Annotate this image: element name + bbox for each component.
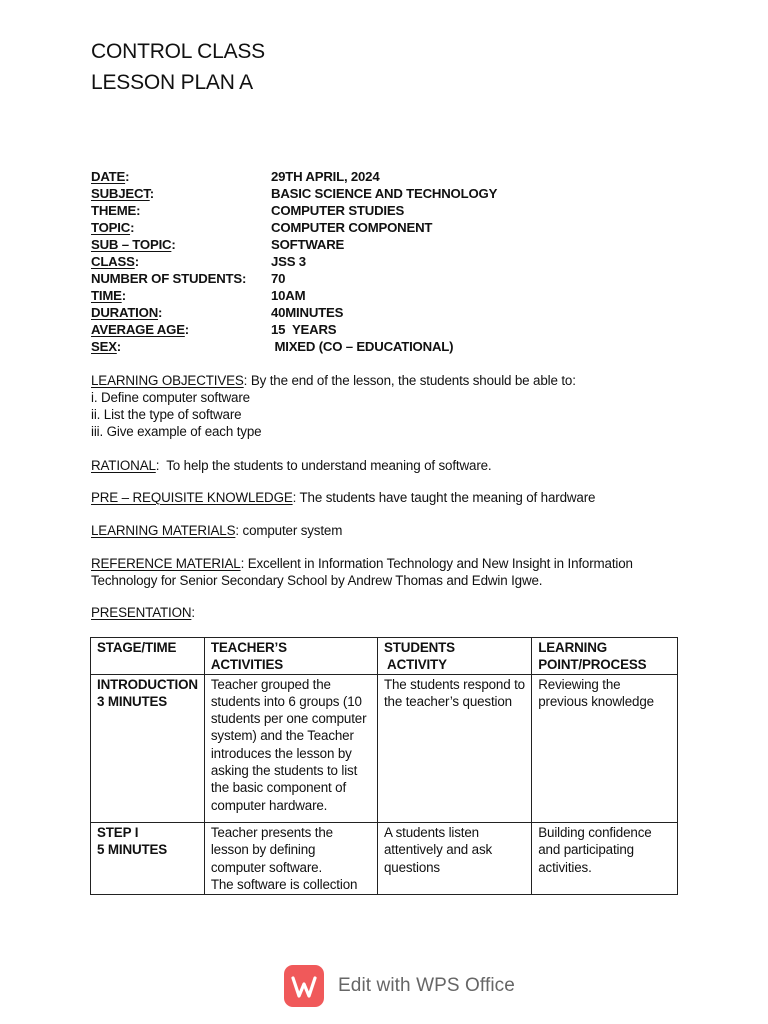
meta-label: DATE bbox=[91, 169, 126, 184]
prerequisite-text: : The students have taught the meaning of hardware bbox=[292, 490, 596, 505]
meta-label: NUMBER OF STUDENTS: bbox=[91, 271, 247, 286]
column-header: STUDENTS ACTIVITY bbox=[377, 638, 531, 675]
meta-row-topic: TOPIC: COMPUTER COMPONENT bbox=[91, 219, 691, 236]
section-label: LEARNING OBJECTIVES bbox=[91, 373, 244, 388]
title-line-1: CONTROL CLASS bbox=[91, 40, 265, 63]
meta-label: DURATION bbox=[91, 305, 159, 320]
prerequisite-section bbox=[91, 489, 691, 506]
meta-value: BASIC SCIENCE AND TECHNOLOGY bbox=[271, 186, 498, 201]
learning-point-cell: Reviewing the previous knowledge bbox=[532, 674, 678, 822]
meta-row-class: CLASS: JSS 3 bbox=[91, 253, 691, 270]
meta-value: JSS 3 bbox=[271, 254, 306, 269]
meta-label: TIME bbox=[91, 288, 122, 303]
objectives-intro: : By the end of the lesson, the students should be able to: bbox=[243, 373, 576, 388]
meta-label: AVERAGE AGE bbox=[91, 322, 185, 337]
wps-edit-link[interactable]: Edit with WPS Office bbox=[338, 975, 515, 996]
presentation-table bbox=[90, 637, 678, 895]
column-header: STAGE/TIME bbox=[91, 638, 205, 675]
meta-row-students bbox=[91, 270, 691, 287]
meta-row-sex: SEX: MIXED (CO – EDUCATIONAL) bbox=[91, 338, 691, 355]
learning-point-cell: Building confidence and participating activities. bbox=[532, 822, 678, 894]
wps-office-logo-icon bbox=[284, 965, 324, 1007]
meta-label: CLASS bbox=[91, 254, 135, 269]
reference-text: : Excellent in Information Technology and New Insight in Information Technology for Senior Secondary School by Andrew Thomas and Edwin Igwe. bbox=[91, 556, 633, 588]
meta-label: SUB – TOPIC bbox=[91, 237, 172, 252]
document-title bbox=[91, 36, 265, 98]
meta-value: 10AM bbox=[271, 288, 306, 303]
objective-item: ii. List the type of software bbox=[91, 407, 242, 422]
meta-value: MIXED (CO – EDUCATIONAL) bbox=[271, 339, 454, 354]
meta-label: SUBJECT bbox=[91, 186, 150, 201]
table-header-row bbox=[91, 638, 678, 675]
column-header: LEARNING POINT/PROCESS bbox=[532, 638, 678, 675]
meta-row-theme bbox=[91, 202, 691, 219]
title-line-2: LESSON PLAN A bbox=[91, 71, 253, 94]
lesson-details bbox=[91, 168, 691, 355]
meta-row-time: TIME: 10AM bbox=[91, 287, 691, 304]
objective-item: iii. Give example of each type bbox=[91, 424, 262, 439]
meta-row-subject: SUBJECT: BASIC SCIENCE AND TECHNOLOGY bbox=[91, 185, 691, 202]
learning-objectives bbox=[91, 372, 691, 440]
meta-value: SOFTWARE bbox=[271, 237, 345, 252]
presentation-heading: PRESENTATION: bbox=[91, 605, 195, 620]
meta-row-duration: DURATION: 40MINUTES bbox=[91, 304, 691, 321]
stage-cell: INTRODUCTION 3 MINUTES bbox=[91, 674, 205, 822]
stage-cell: STEP I 5 MINUTES bbox=[91, 822, 205, 894]
wps-footer[interactable] bbox=[284, 965, 515, 1007]
table-row bbox=[91, 674, 678, 822]
reference-section bbox=[91, 555, 671, 589]
student-activity-cell: A students listen attentively and ask questions bbox=[377, 822, 531, 894]
meta-value: 70 bbox=[271, 271, 286, 286]
meta-value: COMPUTER COMPONENT bbox=[271, 220, 433, 235]
meta-row-sub-topic: SUB – TOPIC: SOFTWARE bbox=[91, 236, 691, 253]
meta-value: COMPUTER STUDIES bbox=[271, 203, 405, 218]
meta-label: THEME: bbox=[91, 203, 141, 218]
table-row bbox=[91, 822, 678, 894]
section-label: REFERENCE MATERIAL bbox=[91, 556, 241, 571]
rational-text: : To help the students to understand meaning of software. bbox=[155, 458, 492, 473]
meta-value: 29TH APRIL, 2024 bbox=[271, 169, 380, 184]
meta-value: 40MINUTES bbox=[271, 305, 344, 320]
section-label: PRE – REQUISITE KNOWLEDGE bbox=[91, 490, 293, 505]
student-activity-cell: The students respond to the teacher’s question bbox=[377, 674, 531, 822]
column-header: TEACHER’S ACTIVITIES bbox=[204, 638, 377, 675]
section-label: RATIONAL bbox=[91, 458, 156, 473]
teacher-activity-cell: Teacher grouped the students into 6 groups (10 students per one computer system) and the Teacher introduces the lesson by asking the students to list the basic component of computer hardware. bbox=[204, 674, 377, 822]
rational-section bbox=[91, 457, 691, 474]
section-label: LEARNING MATERIALS bbox=[91, 523, 236, 538]
meta-row-date: DATE: 29TH APRIL, 2024 bbox=[91, 168, 691, 185]
meta-row-age: AVERAGE AGE: 15 YEARS bbox=[91, 321, 691, 338]
materials-section bbox=[91, 522, 691, 539]
materials-text: : computer system bbox=[235, 523, 343, 538]
meta-value: 15 YEARS bbox=[271, 322, 337, 337]
meta-label: TOPIC bbox=[91, 220, 131, 235]
teacher-activity-cell: Teacher presents the lesson by defining computer software. The software is collection bbox=[204, 822, 377, 894]
section-label: PRESENTATION bbox=[91, 605, 192, 620]
objective-item: i. Define computer software bbox=[91, 390, 250, 405]
meta-label: SEX bbox=[91, 339, 117, 354]
